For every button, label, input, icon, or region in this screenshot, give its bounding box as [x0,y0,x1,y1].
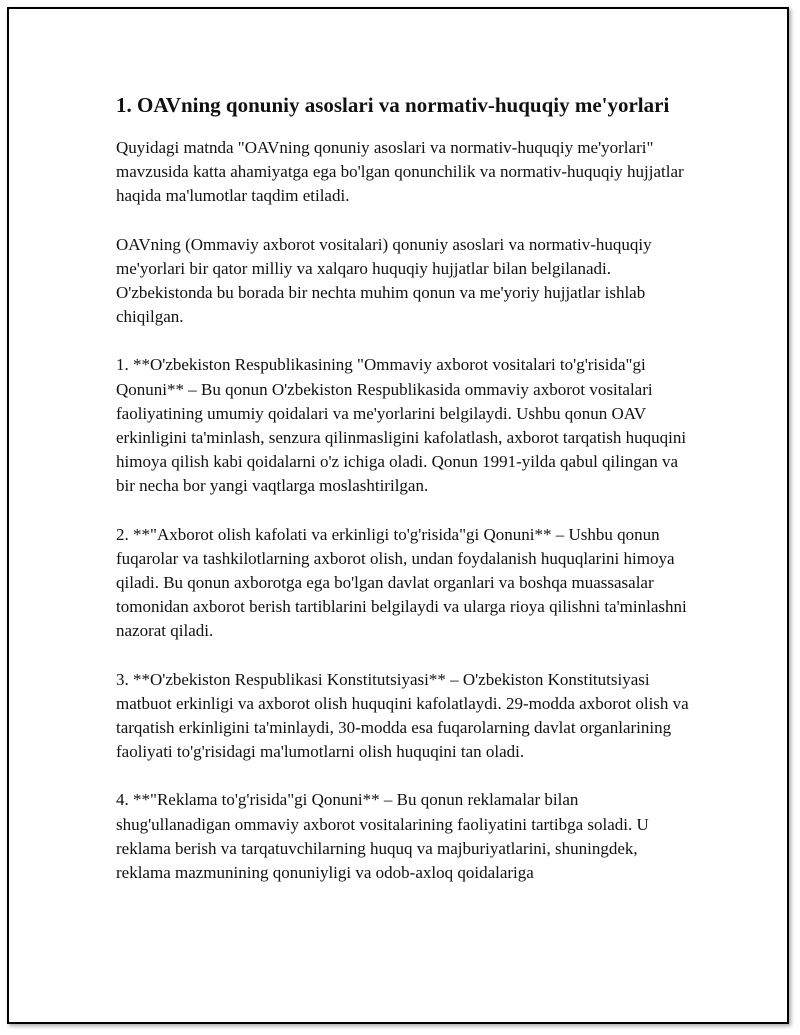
document-title: 1. OAVning qonuniy asoslari va normativ-huquqiy me'yorlari [116,93,670,117]
paragraph-item-4: 4. **"Reklama to'g'risida"gi Qonuni** – Bu qonun reklamalar bilan shug'ullanadigan ommaviy axborot vositalarining faoliyatini tartibga soladi. U reklama berish va tarqatuvchilarning huquq va majburiyatlarini, shuningdek, reklama mazmunining qonuniyligi va odob-axloq qoidalariga [116,790,649,883]
paragraph-overview: OAVning (Ommaviy axborot vositalari) qonuniy asoslari va normativ-huquqiy me'yorlari bir qator milliy va xalqaro huquqiy hujjatlar bilan belgilanadi. O'zbekistonda bu borada bir nechta muhim qonun va me'yoriy hujjatlar ishlab chiqilgan. [116,234,652,327]
paragraph-item-1: 1. **O'zbekiston Respublikasining "Ommaviy axborot vositalari to'g'risida"gi Qonuni** – Bu qonun O'zbekiston Respublikasida ommaviy axborot vositalari faoliyatining umumiy qoidalari va me'yorlarini belgilaydi. Ushbu qonun OAV erkinligini ta'minlash, senzura qilinmasligini kafolatlash, axborot tarqatish huquqini himoya qilish kabi qoidalarni o'z ichiga oladi. Qonun 1991-yilda qabul qilingan va bir necha bor yangi vaqtlarga moslashtirilgan. [116,355,687,496]
document-body [116,90,692,909]
paragraph-item-2: 2. **"Axborot olish kafolati va erkinligi to'g'risida"gi Qonuni** – Ushbu qonun fuqarolar va tashkilotlarning axborot olish, undan foydalanish huquqlarini himoya qiladi. Bu qonun axborotga ega bo'lgan davlat organlari va boshqa muassasalar tomonidan axborot berish tartiblarini belgilaydi va ularga rioya qilishni ta'minlashni nazorat qiladi. [116,524,687,641]
paragraph-intro: Quyidagi matnda "OAVning qonuniy asoslari va normativ-huquqiy me'yorlari" mavzusida katta ahamiyatga ega bo'lgan qonunchilik va normativ-huquqiy hujjatlar haqida ma'lumotlar taqdim etiladi. [116,138,684,206]
paragraph-item-3: 3. **O'zbekiston Respublikasi Konstitutsiyasi** – O'zbekiston Konstitutsiyasi matbuot erkinligi va axborot olish huquqini kafolatlaydi. 29-modda axborot olish va tarqatish erkinligini ta'minlaydi, 30-modda esa fuqarolarning davlat organlarining faoliyati to'g'risidagi ma'lumotlarni olish huquqini tan oladi. [116,669,689,762]
